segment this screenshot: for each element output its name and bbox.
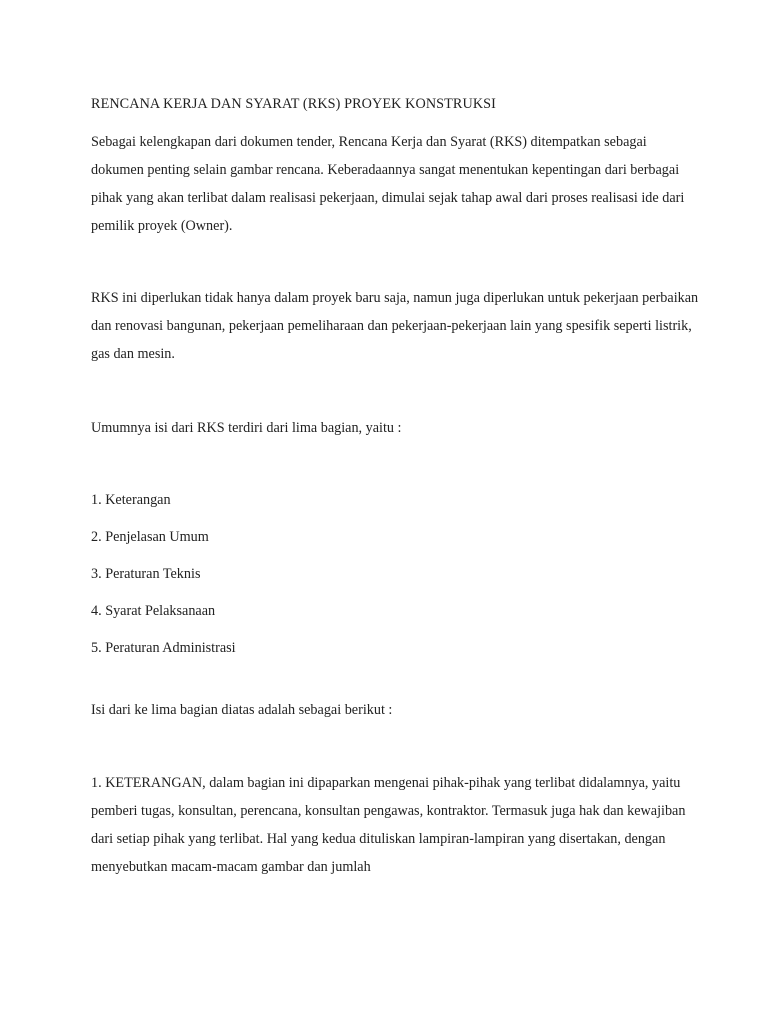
document-title: RENCANA KERJA DAN SYARAT (RKS) PROYEK KONSTRUKSI xyxy=(91,96,496,112)
paragraph-rks-parts-intro: Umumnya isi dari RKS terdiri dari lima bagian, yaitu : xyxy=(91,420,402,436)
paragraph-parts-detail-intro: Isi dari ke lima bagian diatas adalah sebagai berikut : xyxy=(91,702,393,718)
list-item: 3. Peraturan Teknis xyxy=(91,566,201,582)
list-item: 5. Peraturan Administrasi xyxy=(91,640,236,656)
rks-parts-list xyxy=(91,486,701,662)
list-item: 1. Keterangan xyxy=(91,492,171,508)
document-body xyxy=(91,90,701,881)
list-item: 2. Penjelasan Umum xyxy=(91,529,209,545)
paragraph-rks-usage: RKS ini diperlukan tidak hanya dalam proyek baru saja, namun juga diperlukan untuk pekerjaan perbaikan dan renovasi bangunan, pekerjaan pemeliharaan dan pekerjaan-pekerjaan lain yang spesifik seperti listrik, gas dan mesin. xyxy=(91,290,699,362)
paragraph-section-keterangan: 1. KETERANGAN, dalam bagian ini dipaparkan mengenai pihak-pihak yang terlibat didalamnya, yaitu pemberi tugas, konsultan, perencana, konsultan pengawas, kontraktor. Termasuk juga hak dan kewajiban dari setiap pihak yang terlibat. Hal yang kedua dituliskan lampiran-lampiran yang disertakan, dengan menyebutkan macam-macam gambar dan jumlah xyxy=(91,775,686,875)
paragraph-intro: Sebagai kelengkapan dari dokumen tender, Rencana Kerja dan Syarat (RKS) ditempatkan sebagai dokumen penting selain gambar rencana. Keberadaannya sangat menentukan kepentingan dari berbagai pihak yang akan terlibat dalam realisasi pekerjaan, dimulai sejak tahap awal dari proses realisasi ide dari pemilik proyek (Owner). xyxy=(91,134,685,234)
list-item: 4. Syarat Pelaksanaan xyxy=(91,603,216,619)
